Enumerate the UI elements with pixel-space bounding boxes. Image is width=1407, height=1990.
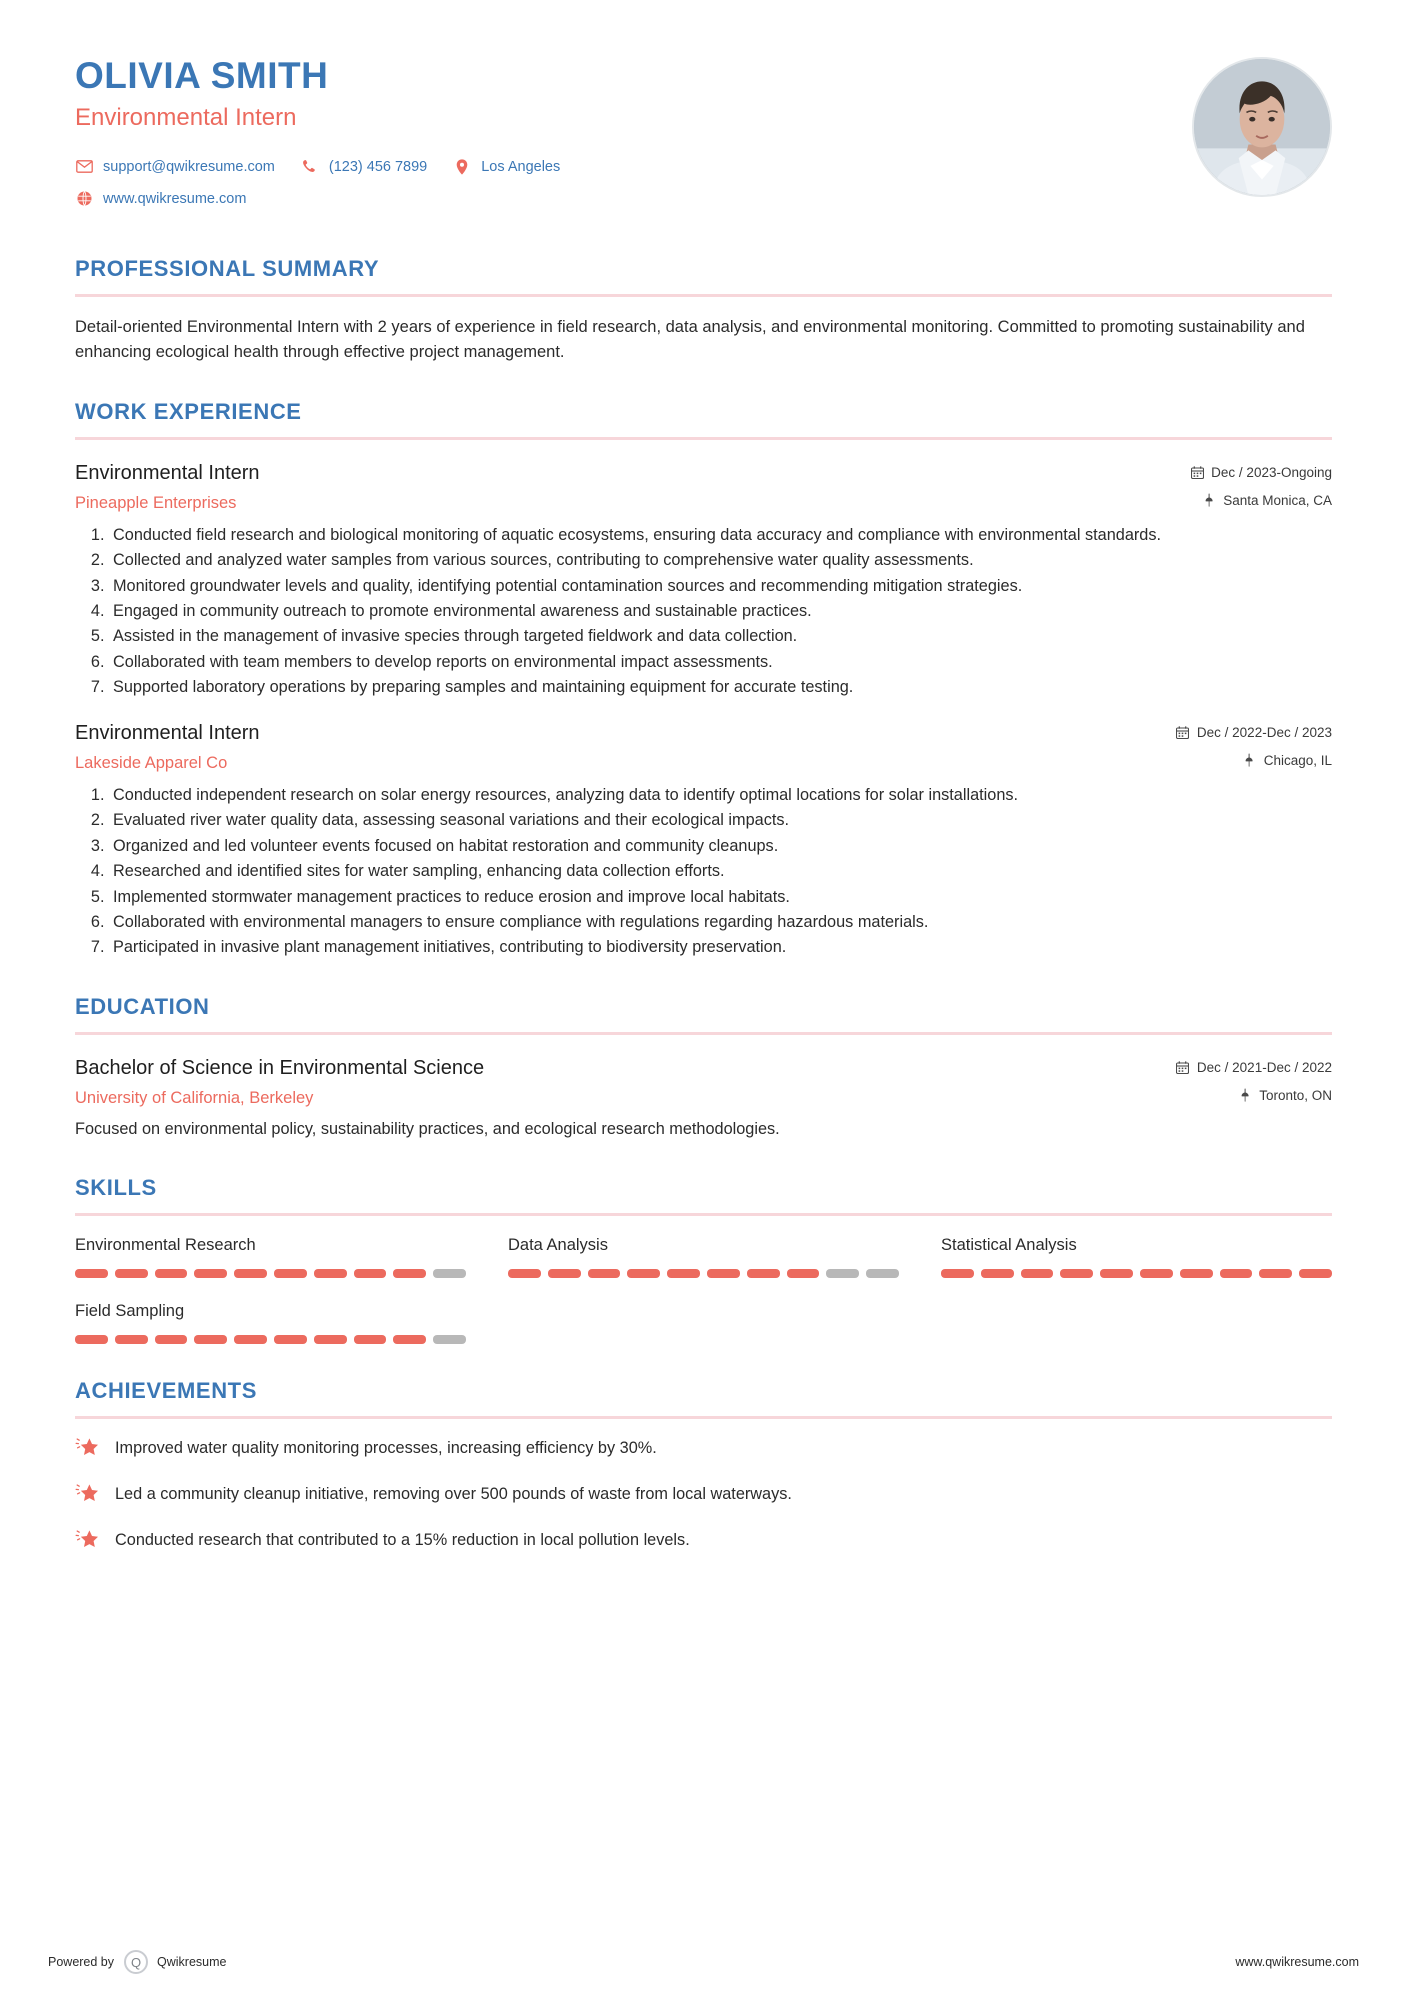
skill-level-dash <box>433 1335 466 1344</box>
star-icon <box>75 1481 101 1507</box>
achievement-item <box>75 1529 1332 1553</box>
skill-level-dash <box>234 1269 267 1278</box>
education-description: Focused on environmental policy, sustainability practices, and ecological research methodologies. <box>75 1119 780 1138</box>
footer-brand-name: Qwikresume <box>157 1955 227 1969</box>
education-location <box>1176 1088 1332 1103</box>
skill-level-dash <box>314 1335 347 1344</box>
list-item: 4. Researched and identified sites for water sampling, enhancing data collection efforts. <box>109 859 1332 883</box>
skill-level-dash <box>747 1269 780 1278</box>
work-entry-meta <box>1166 460 1332 508</box>
skill-level-dash <box>194 1269 227 1278</box>
skill-level-bar <box>75 1335 466 1344</box>
section-title-work: WORK EXPERIENCE <box>75 398 302 424</box>
qwikresume-logo-icon: Q <box>124 1950 148 1974</box>
section-work-experience <box>75 399 1332 960</box>
work-entry-location-text: Santa Monica, CA <box>1223 492 1332 508</box>
footer-powered-by: Powered by <box>48 1955 115 1969</box>
skill-level-dash <box>274 1269 307 1278</box>
avatar <box>1192 57 1332 197</box>
skill-level-dash <box>1140 1269 1173 1278</box>
skill-level-dash <box>508 1269 541 1278</box>
contact-website[interactable] <box>75 190 246 208</box>
education-school: University of California, Berkeley <box>75 1088 314 1107</box>
skill-level-dash <box>588 1269 621 1278</box>
resume-header <box>75 0 1332 222</box>
skill-level-dash <box>1220 1269 1253 1278</box>
education-entries-list <box>75 1055 1332 1141</box>
achievement-text: Conducted research that contributed to a 15% reduction in local pollution levels. <box>115 1531 690 1550</box>
work-entry-dates-text: Dec / 2023-Ongoing <box>1211 464 1332 480</box>
skill-level-dash <box>354 1335 387 1344</box>
contact-phone[interactable] <box>301 158 427 176</box>
skill-level-dash <box>667 1269 700 1278</box>
footer-branding <box>48 1950 226 1974</box>
skill-level-dash <box>75 1269 108 1278</box>
list-item: 3. Organized and led volunteer events focused on habitat restoration and community cleanups. <box>109 834 1332 858</box>
skill-name: Field Sampling <box>75 1302 185 1321</box>
star-icon <box>75 1435 101 1461</box>
skill-level-dash <box>1259 1269 1292 1278</box>
location-pin-icon <box>453 158 471 176</box>
skill-level-dash <box>155 1269 188 1278</box>
header-job-title: Environmental Intern <box>75 103 297 131</box>
section-skills <box>75 1175 1332 1344</box>
skill-item <box>941 1236 1332 1278</box>
calendar-icon <box>1176 1060 1190 1074</box>
section-education <box>75 994 1332 1141</box>
list-item: 1. Conducted independent research on solar energy resources, analyzing data to identify optimal locations for solar installations. <box>109 783 1332 807</box>
achievement-text: Improved water quality monitoring processes, increasing efficiency by 30%. <box>115 1439 657 1458</box>
contact-location <box>453 158 560 176</box>
work-entry-left <box>75 720 260 773</box>
skill-level-dash <box>274 1335 307 1344</box>
location-pin-icon <box>1243 753 1257 767</box>
envelope-icon <box>75 158 93 176</box>
achievement-item <box>75 1437 1332 1461</box>
list-item: 7. Supported laboratory operations by preparing samples and maintaining equipment for accurate testing. <box>109 675 1332 699</box>
skill-item <box>508 1236 899 1278</box>
skill-level-dash <box>155 1335 188 1344</box>
section-divider <box>75 1416 1332 1419</box>
work-entry-header <box>75 720 1332 773</box>
contact-website-text: www.qwikresume.com <box>103 190 247 207</box>
skill-level-dash <box>234 1335 267 1344</box>
contact-row-website <box>75 190 1172 208</box>
work-entry-dates <box>1190 465 1332 480</box>
section-divider <box>75 437 1332 440</box>
skill-level-dash <box>1060 1269 1093 1278</box>
contact-phone-text: (123) 456 7899 <box>328 158 428 175</box>
skill-level-dash <box>314 1269 347 1278</box>
skill-level-dash <box>866 1269 899 1278</box>
work-entry <box>75 460 1332 700</box>
work-entry-location <box>1190 493 1332 508</box>
section-divider <box>75 1213 1332 1216</box>
avatar-wrap <box>1192 55 1332 197</box>
star-icon <box>75 1527 101 1553</box>
section-title-summary: PROFESSIONAL SUMMARY <box>75 255 380 281</box>
education-location-text: Toronto, ON <box>1259 1087 1332 1103</box>
skill-name: Environmental Research <box>75 1236 256 1255</box>
section-professional-summary <box>75 256 1332 365</box>
skill-level-dash <box>1100 1269 1133 1278</box>
skill-item <box>75 1302 466 1344</box>
work-entry-location <box>1176 753 1332 768</box>
skill-level-dash <box>627 1269 660 1278</box>
section-title-skills: SKILLS <box>75 1175 157 1201</box>
work-entry-bullets <box>75 523 1332 700</box>
section-divider <box>75 1032 1332 1035</box>
skill-level-dash <box>393 1335 426 1344</box>
education-entry-header <box>75 1055 1332 1108</box>
skill-level-bar <box>941 1269 1332 1278</box>
phone-icon <box>301 158 319 176</box>
skill-level-dash <box>1180 1269 1213 1278</box>
list-item: 3. Monitored groundwater levels and quality, identifying potential contamination sources and recommending mitigation strategies. <box>109 574 1332 598</box>
skill-level-dash <box>548 1269 581 1278</box>
skill-level-dash <box>115 1269 148 1278</box>
list-item: 6. Collaborated with team members to develop reports on environmental impact assessments. <box>109 650 1332 674</box>
section-achievements <box>75 1378 1332 1553</box>
calendar-icon <box>1176 725 1190 739</box>
header-left <box>75 55 1172 222</box>
work-entry-dates-text: Dec / 2022-Dec / 2023 <box>1196 724 1332 740</box>
skill-level-dash <box>75 1335 108 1344</box>
education-entry <box>75 1055 1332 1141</box>
work-entry <box>75 720 1332 960</box>
achievement-text: Led a community cleanup initiative, removing over 500 pounds of waste from local waterways. <box>115 1485 792 1504</box>
work-entry-company: Lakeside Apparel Co <box>75 753 228 772</box>
contact-email[interactable] <box>75 158 275 176</box>
skill-level-bar <box>75 1269 466 1278</box>
education-entry-left <box>75 1055 484 1108</box>
skill-level-dash <box>707 1269 740 1278</box>
list-item: 7. Participated in invasive plant management initiatives, contributing to biodiversity preservation. <box>109 935 1332 959</box>
education-dates-text: Dec / 2021-Dec / 2022 <box>1196 1059 1332 1075</box>
contact-email-text: support@qwikresume.com <box>103 158 275 175</box>
list-item: 5. Assisted in the management of invasive species through targeted fieldwork and data collection. <box>109 624 1332 648</box>
work-entry-location-text: Chicago, IL <box>1263 752 1332 768</box>
work-entry-left <box>75 460 260 513</box>
skill-name: Data Analysis <box>508 1236 608 1255</box>
section-divider <box>75 294 1332 297</box>
achievements-list <box>75 1437 1332 1553</box>
work-entry-dates <box>1176 725 1332 740</box>
work-entry-meta <box>1152 720 1332 768</box>
skill-level-dash <box>1299 1269 1332 1278</box>
work-entry-title: Environmental Intern <box>75 721 260 744</box>
skill-level-dash <box>941 1269 974 1278</box>
skill-level-dash <box>354 1269 387 1278</box>
skill-name: Statistical Analysis <box>941 1236 1077 1255</box>
skill-level-dash <box>393 1269 426 1278</box>
skill-level-dash <box>826 1269 859 1278</box>
page-footer <box>48 1950 1359 1974</box>
summary-text: Detail-oriented Environmental Intern with 2 years of experience in field research, data analysis, and environmental monitoring. Committed to promoting sustainability and enhancing ecological health through effective project management. <box>75 317 1305 361</box>
skill-level-bar <box>508 1269 899 1278</box>
work-entry-bullets <box>75 783 1332 960</box>
contact-location-text: Los Angeles <box>481 158 561 175</box>
education-dates <box>1176 1060 1332 1075</box>
skills-grid <box>75 1236 1332 1344</box>
list-item: 2. Collected and analyzed water samples from various sources, contributing to comprehensive water quality assessments. <box>109 548 1332 572</box>
contact-row-primary <box>75 158 1172 176</box>
work-entry-company: Pineapple Enterprises <box>75 493 237 512</box>
skill-level-dash <box>433 1269 466 1278</box>
list-item: 6. Collaborated with environmental managers to ensure compliance with regulations regarding hazardous materials. <box>109 910 1332 934</box>
skill-level-dash <box>115 1335 148 1344</box>
list-item: 2. Evaluated river water quality data, assessing seasonal variations and their ecological impacts. <box>109 808 1332 832</box>
skill-level-dash <box>1021 1269 1054 1278</box>
achievement-item <box>75 1483 1332 1507</box>
skill-level-dash <box>787 1269 820 1278</box>
skill-item <box>75 1236 466 1278</box>
education-degree: Bachelor of Science in Environmental Science <box>75 1056 485 1079</box>
location-pin-icon <box>1202 493 1216 507</box>
list-item: 5. Implemented stormwater management practices to reduce erosion and improve local habitats. <box>109 885 1332 909</box>
skill-level-dash <box>981 1269 1014 1278</box>
list-item: 4. Engaged in community outreach to promote environmental awareness and sustainable practices. <box>109 599 1332 623</box>
location-pin-icon <box>1238 1088 1252 1102</box>
work-entry-header <box>75 460 1332 513</box>
education-entry-meta <box>1152 1055 1332 1103</box>
skill-level-dash <box>194 1335 227 1344</box>
list-item: 1. Conducted field research and biological monitoring of aquatic ecosystems, ensuring data accuracy and compliance with environmental standards. <box>109 523 1332 547</box>
work-entry-title: Environmental Intern <box>75 461 260 484</box>
globe-icon <box>75 190 93 208</box>
work-entries-list <box>75 460 1332 960</box>
footer-website: www.qwikresume.com <box>1235 1955 1359 1969</box>
contact-info <box>75 158 1172 208</box>
section-title-education: EDUCATION <box>75 993 210 1019</box>
calendar-icon <box>1190 465 1204 479</box>
page-title: OLIVIA SMITH <box>75 55 329 96</box>
section-title-achievements: ACHIEVEMENTS <box>75 1378 257 1404</box>
